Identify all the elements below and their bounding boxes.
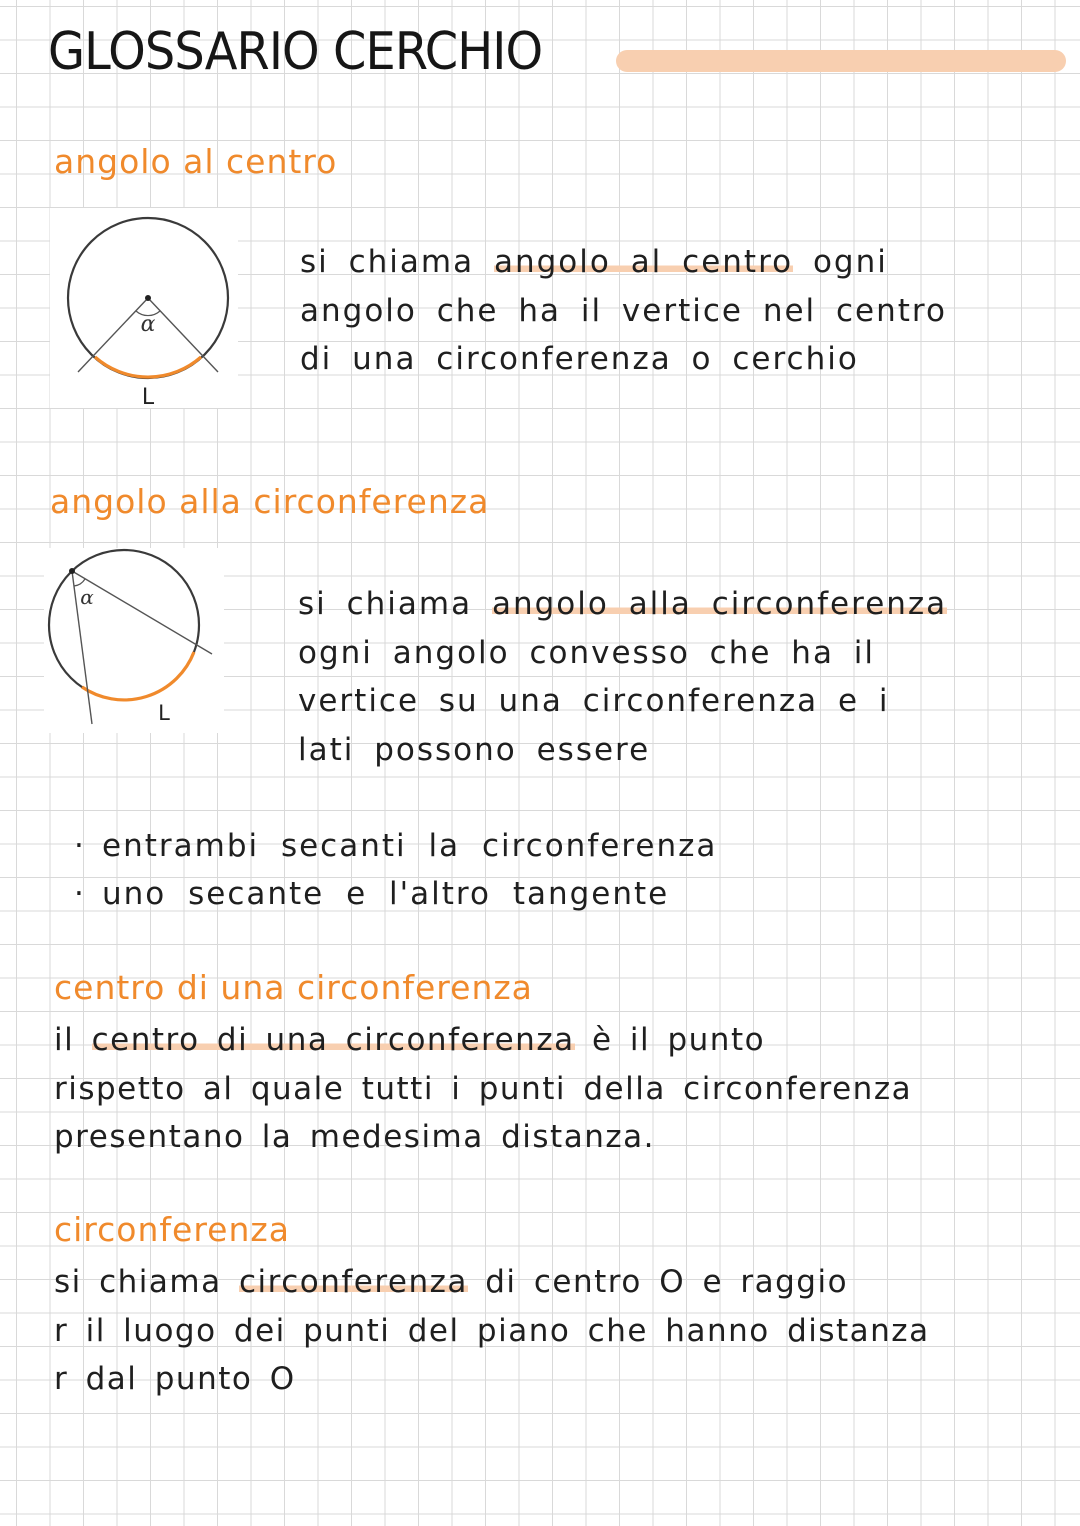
- line-3: di una circonferenza o cerchio: [300, 341, 859, 377]
- line-1: si chiama angolo alla circonferenza: [298, 586, 948, 622]
- heading-circonferenza: circonferenza: [54, 1210, 290, 1249]
- page-title: GLOSSARIO CERCHIO: [48, 22, 543, 82]
- line-1: si chiama circonferenza di centro O e raggio: [54, 1264, 849, 1300]
- list-item: · entrambi secanti la circonferenza: [74, 822, 717, 870]
- arc-label: L: [141, 385, 155, 408]
- highlighted-term: centro di una circonferenza: [91, 1022, 575, 1058]
- paragraph-angolo-al-centro: [300, 238, 947, 384]
- bullet-dot: ·: [74, 876, 86, 912]
- paragraph-circonferenza: [54, 1258, 930, 1404]
- heading-centro-di-una-circonferenza: centro di una circonferenza: [54, 968, 533, 1007]
- arc-label: L: [158, 701, 170, 725]
- heading-angolo-alla-circonferenza: angolo alla circonferenza: [50, 482, 490, 521]
- paragraph-centro: [54, 1016, 912, 1162]
- line-3: presentano la medesima distanza.: [54, 1119, 655, 1155]
- line-3: vertice su una circonferenza e i: [298, 683, 890, 719]
- inscribed-angle-diagram: [44, 548, 224, 733]
- line-2: angolo che ha il vertice nel centro: [300, 292, 947, 329]
- list-item: · uno secante e l'altro tangente: [74, 870, 717, 918]
- highlighted-term: angolo alla circonferenza: [491, 586, 948, 622]
- line-2: r il luogo dei punti del piano che hanno distanza: [54, 1312, 930, 1349]
- bullet-dot: ·: [74, 828, 86, 864]
- central-angle-diagram: [50, 208, 238, 408]
- alpha-label: α: [140, 312, 156, 337]
- figure-angolo-al-centro: [50, 208, 238, 408]
- figure-angolo-alla-circonferenza: [44, 548, 224, 733]
- line-3: r dal punto O: [54, 1361, 296, 1397]
- title-underline-decoration: [616, 50, 1066, 72]
- line-1: si chiama angolo al centro ogni: [300, 244, 888, 280]
- paragraph-angolo-alla-circonferenza: [298, 580, 947, 774]
- highlighted-term: angolo al centro: [493, 244, 794, 280]
- line-1: il centro di una circonferenza è il punto: [54, 1022, 766, 1058]
- line-4: lati possono essere: [298, 731, 651, 768]
- heading-angolo-al-centro: angolo al centro: [54, 142, 338, 181]
- bullet-list: [74, 822, 717, 918]
- line-2: ogni angolo convesso che ha il: [298, 634, 876, 671]
- alpha-label: α: [80, 585, 94, 609]
- line-2: rispetto al quale tutti i punti della circonferenza: [54, 1070, 913, 1107]
- highlighted-term: circonferenza: [238, 1264, 468, 1300]
